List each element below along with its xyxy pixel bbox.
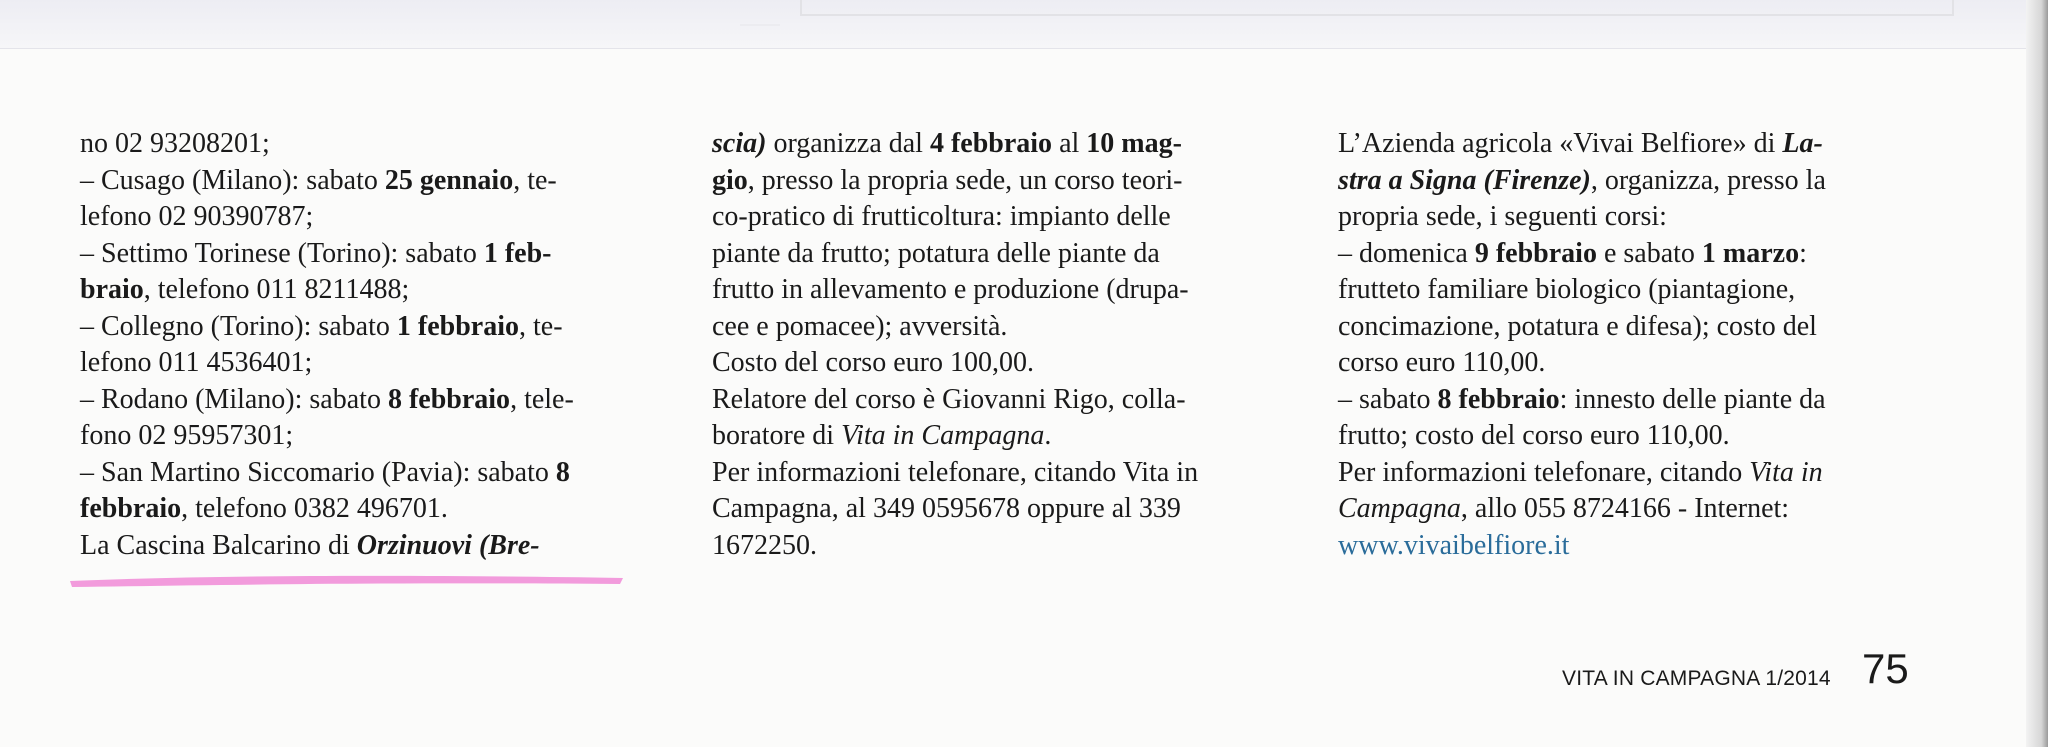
page-edge-shadow xyxy=(2026,0,2048,747)
text-line: lefono 011 4536401; xyxy=(80,347,313,378)
text-line: – Collegno (Torino): sabato 1 febbraio, te- xyxy=(80,310,563,342)
text-line: – Settimo Torinese (Torino): sabato 1 feb- xyxy=(80,237,552,269)
text-line: – sabato 8 febbraio: innesto delle piante da xyxy=(1338,383,1826,415)
highlighter-underline xyxy=(68,572,628,590)
text-line: co-pratico di frutticoltura: impianto delle xyxy=(712,201,1171,232)
text-line: scia) organizza dal 4 febbraio al 10 mag- xyxy=(712,128,1182,159)
text-line: frutteto familiare biologico (piantagione, xyxy=(1338,274,1796,305)
text-line: frutto; costo del corso euro 110,00. xyxy=(1338,420,1730,451)
text-line: frutto in allevamento e produzione (drupa- xyxy=(712,274,1189,305)
text-column-3 xyxy=(1338,126,1913,564)
text-column-2 xyxy=(712,126,1287,564)
text-line: fono 02 95957301; xyxy=(80,420,294,451)
text-line: Costo del corso euro 100,00. xyxy=(712,347,1034,378)
text-line: Campagna, allo 055 8724166 - Internet: xyxy=(1338,493,1790,524)
text-line: Per informazioni telefonare, citando Vita in xyxy=(1338,456,1823,488)
text-line: Relatore del corso è Giovanni Rigo, colla- xyxy=(712,383,1186,415)
text-line: – domenica 9 febbraio e sabato 1 marzo: xyxy=(1338,237,1807,269)
text-line: stra a Signa (Firenze), organizza, presso la xyxy=(1338,164,1826,196)
text-line: cee e pomacee); avversità. xyxy=(712,310,1008,342)
text-line: – Rodano (Milano): sabato 8 febbraio, tele- xyxy=(80,383,574,415)
bleed-through-mark xyxy=(740,24,780,26)
page-number: 75 xyxy=(1862,645,1909,692)
bleed-through-band xyxy=(0,0,2048,49)
text-line: – San Martino Siccomario (Pavia): sabato 8 xyxy=(80,456,570,488)
website-link[interactable]: www.vivaibelfiore.it xyxy=(1338,529,1570,561)
text-line: gio, presso la propria sede, un corso teori- xyxy=(712,164,1183,196)
text-line: lefono 02 90390787; xyxy=(80,201,314,232)
text-line: febbraio, telefono 0382 496701. xyxy=(80,493,448,524)
text-line xyxy=(1338,528,1913,565)
text-line: propria sede, i seguenti corsi: xyxy=(1338,201,1667,232)
bleed-through-box xyxy=(800,0,1954,16)
text-column-1 xyxy=(80,126,660,564)
text-line: braio, telefono 011 8211488; xyxy=(80,274,410,305)
text-line: corso euro 110,00. xyxy=(1338,347,1546,378)
text-line: piante da frutto; potatura delle piante da xyxy=(712,237,1160,269)
text-line: – Cusago (Milano): sabato 25 gennaio, te- xyxy=(80,164,557,196)
text-line: boratore di Vita in Campagna. xyxy=(712,420,1052,451)
text-line: Per informazioni telefonare, citando Vita in xyxy=(712,456,1199,488)
text-line: concimazione, potatura e difesa); costo del xyxy=(1338,310,1817,342)
text-line: no 02 93208201; xyxy=(80,128,270,159)
text-line: La Cascina Balcarino di Orzinuovi (Bre- xyxy=(80,529,540,561)
text-line: Campagna, al 349 0595678 oppure al 339 xyxy=(712,493,1181,524)
text-line: 1672250. xyxy=(712,529,817,561)
text-line: L’Azienda agricola «Vivai Belfiore» di La- xyxy=(1338,128,1823,159)
publication-footer: VITA IN CAMPAGNA 1/2014 xyxy=(1562,667,1831,690)
